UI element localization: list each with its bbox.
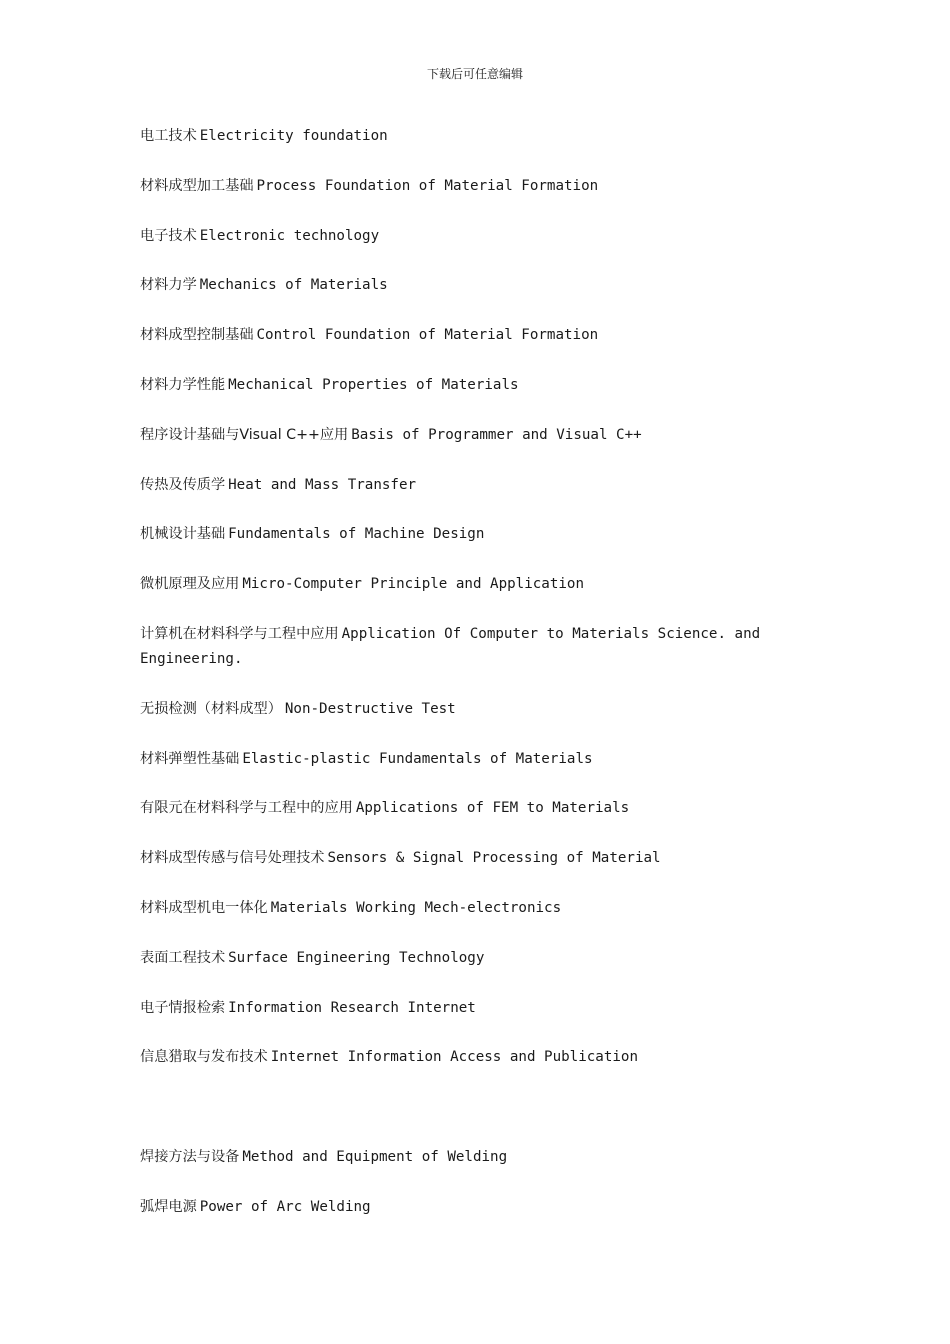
course-name-en: Fundamentals of Machine Design xyxy=(228,526,485,543)
course-name-en: Mechanics of Materials xyxy=(199,277,388,294)
course-name-cn: 材料成型传感与信号处理技术 xyxy=(140,850,325,867)
course-name-en: Electronic technology xyxy=(199,227,380,244)
course-name-cn: 材料成型控制基础 xyxy=(140,327,254,344)
course-name-cn: 微机原理及应用 xyxy=(140,576,240,593)
course-item xyxy=(140,473,830,498)
course-item xyxy=(140,846,830,871)
course-name-cn: 电子技术 xyxy=(140,227,197,244)
course-item xyxy=(140,522,830,547)
course-name-cn: 传热及传质学 xyxy=(140,476,226,493)
course-name-en: Surface Engineering Technology xyxy=(228,949,485,966)
course-name-en: Non-Destructive Test xyxy=(284,700,456,717)
course-item xyxy=(140,572,830,597)
course-item xyxy=(140,423,830,448)
course-name-en: Method and Equipment of Welding xyxy=(242,1148,508,1165)
course-name-en: Application Of Computer to Materials Science. and Engineering. xyxy=(140,625,761,667)
course-name-en: Elastic-plastic Fundamentals of Materials xyxy=(242,750,593,767)
course-item xyxy=(140,747,830,772)
course-name-en: Sensors & Signal Processing of Material xyxy=(327,850,661,867)
course-name-cn: 计算机在材料科学与工程中应用 xyxy=(140,625,339,642)
course-name-cn: 材料弹塑性基础 xyxy=(140,750,240,767)
course-name-en: Electricity foundation xyxy=(199,128,388,144)
course-name-en: Power of Arc Welding xyxy=(199,1198,371,1215)
course-name-en: Basis of Programmer and Visual C++ xyxy=(351,426,642,443)
course-name-cn: 电子情报检索 xyxy=(140,999,226,1016)
course-name-cn: 机械设计基础 xyxy=(140,526,226,543)
course-item xyxy=(140,124,830,149)
course-item xyxy=(140,373,830,398)
course-name-en: Heat and Mass Transfer xyxy=(228,476,417,493)
course-name-en: Mechanical Properties of Materials xyxy=(228,376,519,393)
course-name-cn: 弧焊电源 xyxy=(140,1198,197,1215)
course-name-cn: 信息猎取与发布技术 xyxy=(140,1049,268,1066)
course-name-cn: 有限元在材料科学与工程中的应用 xyxy=(140,800,353,817)
course-name-cn: 表面工程技术 xyxy=(140,949,226,966)
course-name-en: Control Foundation of Material Formation xyxy=(256,327,599,344)
course-item xyxy=(140,1145,830,1170)
course-name-cn: 材料力学性能 xyxy=(140,376,226,393)
course-name-en: Materials Working Mech-electronics xyxy=(270,899,562,916)
course-item xyxy=(140,323,830,348)
course-item xyxy=(140,896,830,921)
course-item xyxy=(140,996,830,1021)
course-name-cn: 无损检测（材料成型） xyxy=(140,700,282,717)
course-name-cn: 程序设计基础与Visual C++应用 xyxy=(140,426,349,443)
course-name-cn: 材料成型机电一体化 xyxy=(140,899,268,916)
course-item xyxy=(140,1045,830,1070)
course-item xyxy=(140,622,830,672)
course-name-cn: 材料力学 xyxy=(140,277,197,294)
course-name-cn: 电工技术 xyxy=(140,128,197,144)
course-item xyxy=(140,1195,830,1220)
course-name-cn: 材料成型加工基础 xyxy=(140,177,254,194)
course-item xyxy=(140,796,830,821)
course-item xyxy=(140,224,830,249)
course-item xyxy=(140,697,830,722)
course-name-en: Information Research Internet xyxy=(228,999,476,1016)
course-list xyxy=(140,124,830,1245)
course-name-en: Applications of FEM to Materials xyxy=(355,800,630,817)
course-item xyxy=(140,946,830,971)
course-item xyxy=(140,174,830,199)
page-header-note: 下载后可任意编辑 xyxy=(426,67,523,81)
course-item xyxy=(140,273,830,298)
course-name-en: Internet Information Access and Publication xyxy=(270,1049,638,1066)
course-name-en: Micro-Computer Principle and Application xyxy=(242,576,584,593)
course-name-cn: 焊接方法与设备 xyxy=(140,1148,240,1165)
course-name-en: Process Foundation of Material Formation xyxy=(256,177,599,194)
